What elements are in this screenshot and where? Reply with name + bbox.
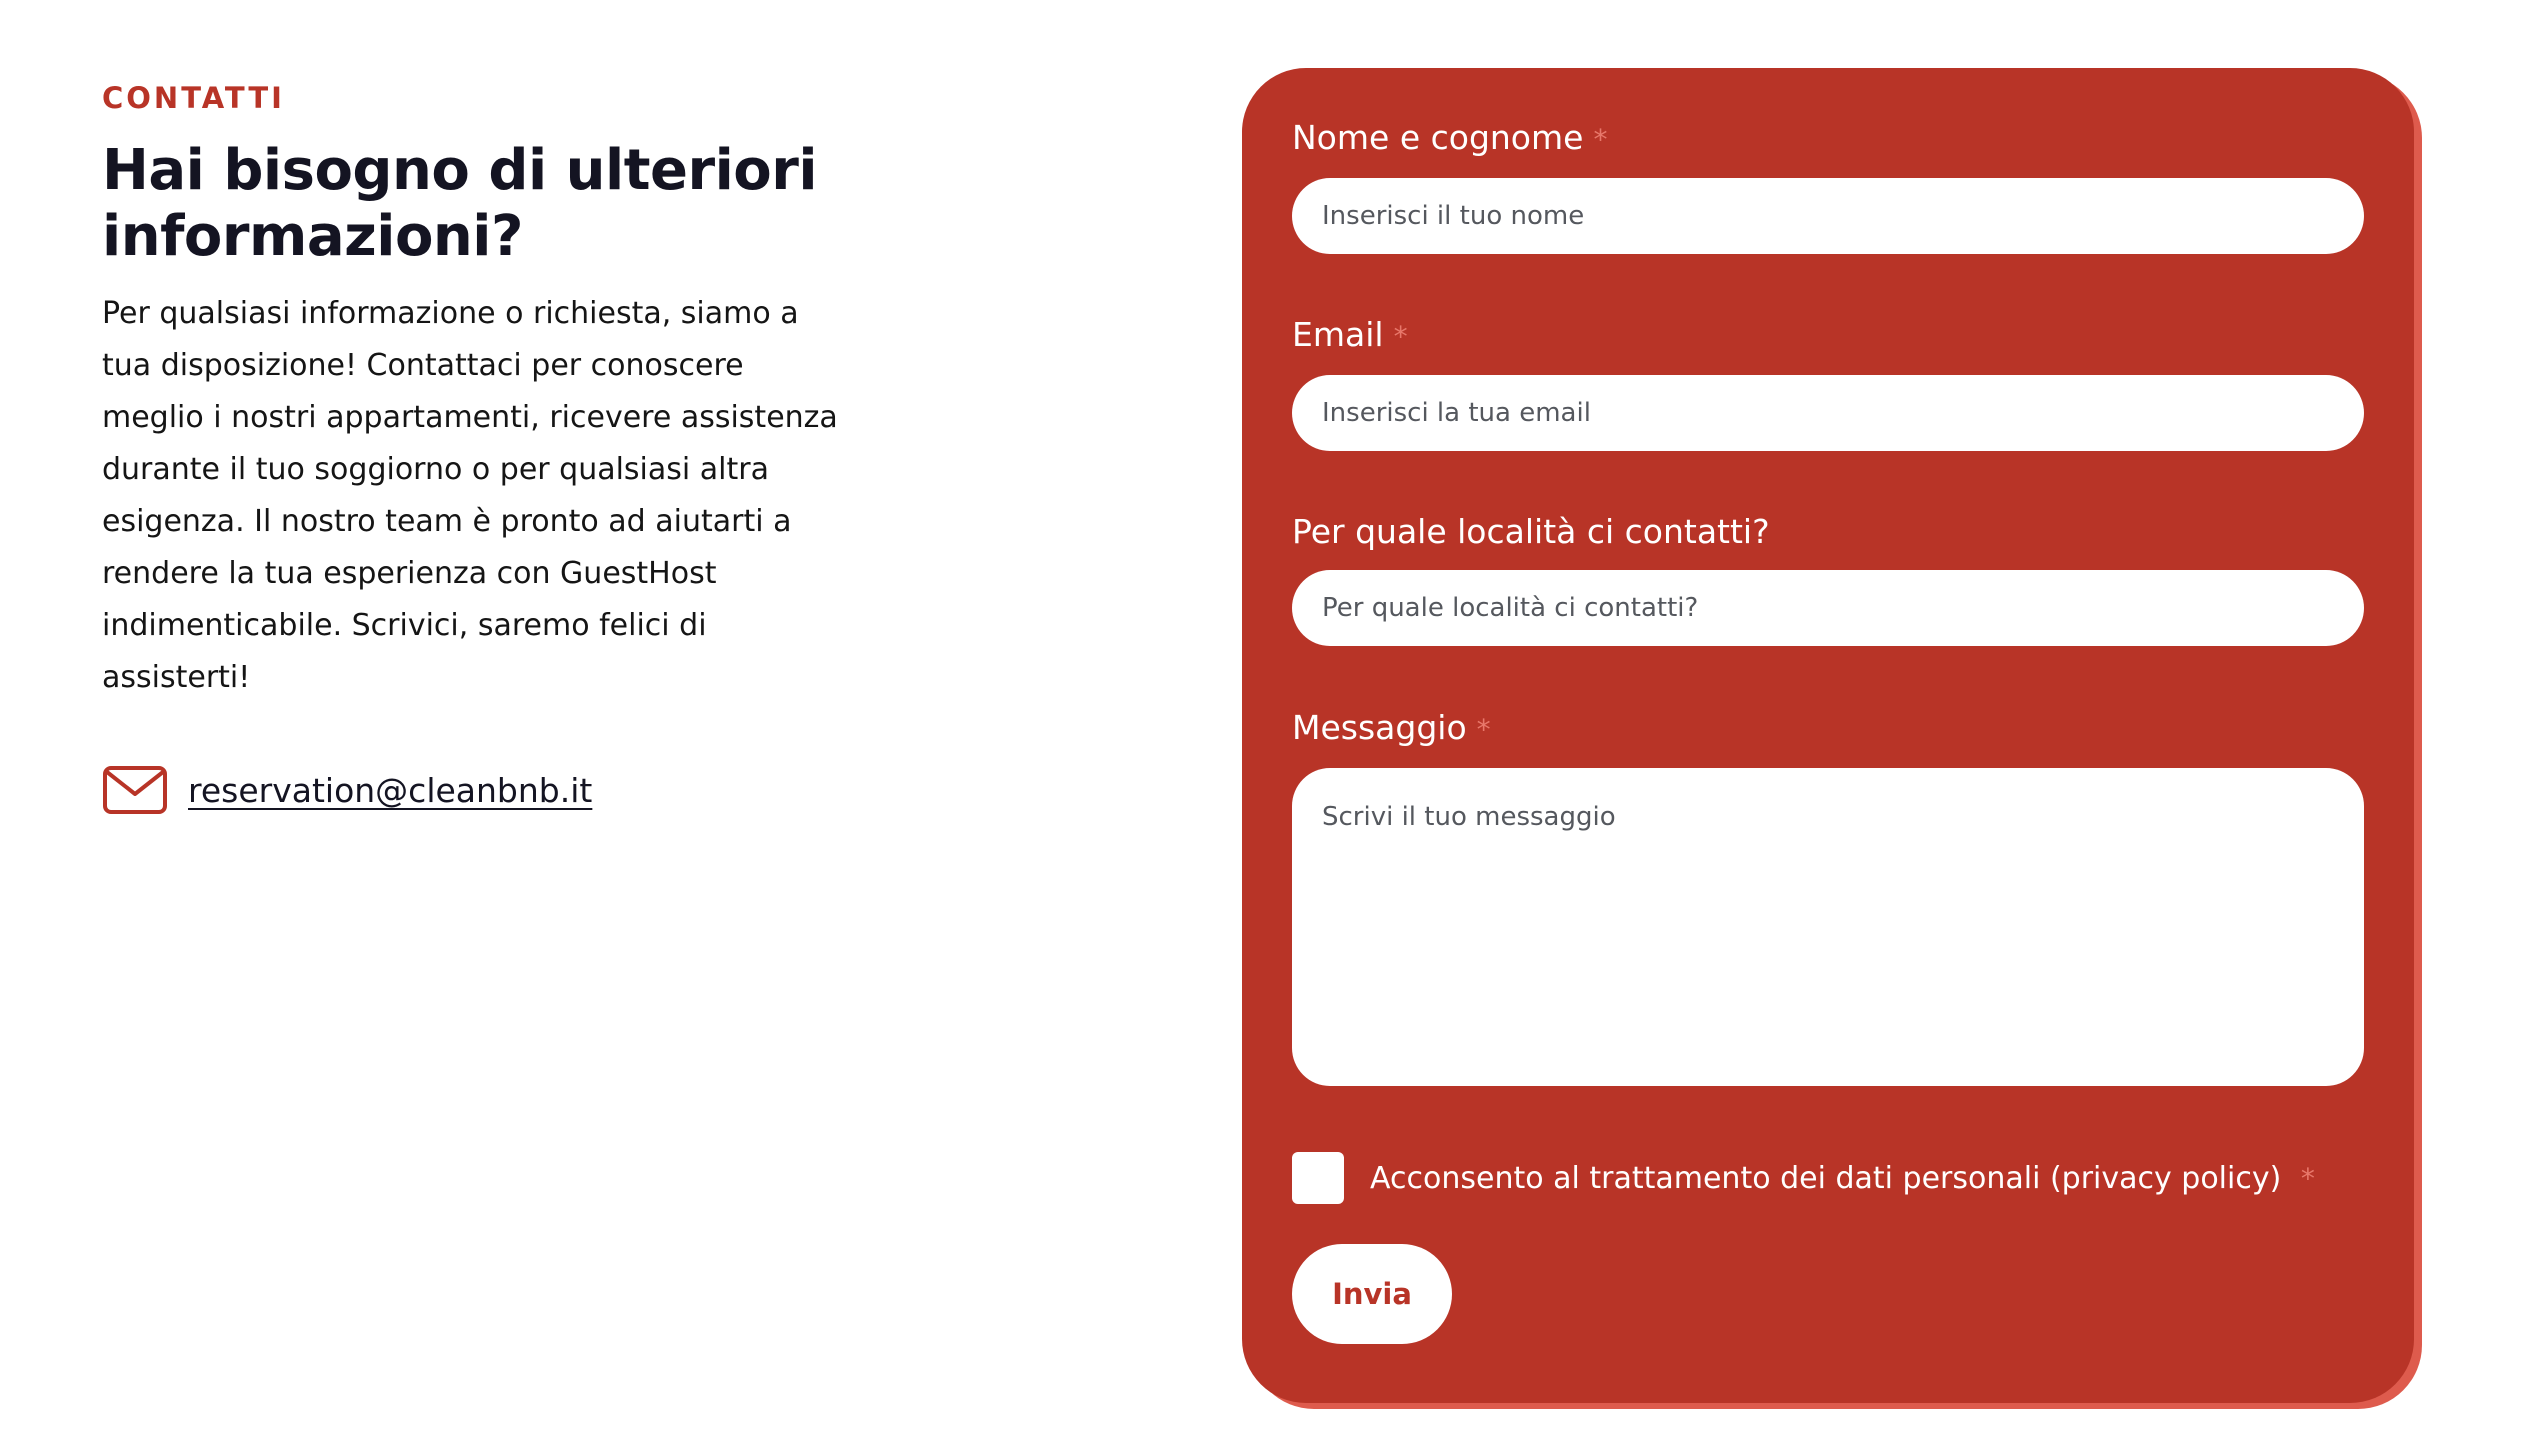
- mail-icon: [102, 764, 168, 816]
- privacy-consent-row: [1292, 1152, 2315, 1204]
- name-input[interactable]: [1292, 178, 2364, 254]
- email-contact-row: [102, 764, 862, 816]
- name-field-label: [1292, 118, 2364, 160]
- privacy-consent-checkbox[interactable]: [1292, 1152, 1344, 1204]
- submit-button[interactable]: Invia: [1292, 1244, 1452, 1344]
- required-mark: *: [1593, 123, 1608, 156]
- contact-form: [1242, 68, 2414, 1403]
- contact-intro: [102, 80, 862, 816]
- message-textarea[interactable]: [1292, 768, 2364, 1086]
- location-field-group: [1292, 512, 2364, 646]
- section-eyebrow: CONTATTI: [102, 81, 285, 115]
- location-field-label: [1292, 512, 2364, 552]
- message-field-label: [1292, 708, 2364, 750]
- page-title: Hai bisogno di ulteriori informazioni?: [102, 138, 818, 269]
- email-label-text: Email: [1292, 315, 1384, 354]
- message-field-group: [1292, 708, 2364, 1086]
- email-input[interactable]: [1292, 375, 2364, 451]
- required-mark: *: [1476, 713, 1491, 746]
- email-field-group: [1292, 315, 2364, 451]
- name-field-group: [1292, 118, 2364, 254]
- message-label-text: Messaggio: [1292, 708, 1467, 747]
- privacy-consent-text: Acconsento al trattamento dei dati personali (privacy policy): [1370, 1160, 2282, 1196]
- privacy-consent-label: [1370, 1161, 2315, 1196]
- location-input[interactable]: [1292, 570, 2364, 646]
- required-mark: *: [1393, 320, 1408, 353]
- intro-paragraph: Per qualsiasi informazione o richiesta, siamo a tua disposizione! Contattaci per conoscere meglio i nostri appartamenti, ricevere assistenza durante il tuo soggiorno o per qualsiasi altra esigenza. Il nostro team è pronto ad aiutarti a rendere la tua esperienza con GuestHost indimenticabile. Scrivici, saremo felici di assisterti!: [102, 296, 838, 695]
- location-label-text: Per quale località ci contatti?: [1292, 512, 1770, 551]
- required-mark: *: [2300, 1161, 2315, 1195]
- email-field-label: [1292, 315, 2364, 357]
- name-label-text: Nome e cognome: [1292, 118, 1584, 157]
- email-link[interactable]: reservation@cleanbnb.it: [188, 770, 593, 810]
